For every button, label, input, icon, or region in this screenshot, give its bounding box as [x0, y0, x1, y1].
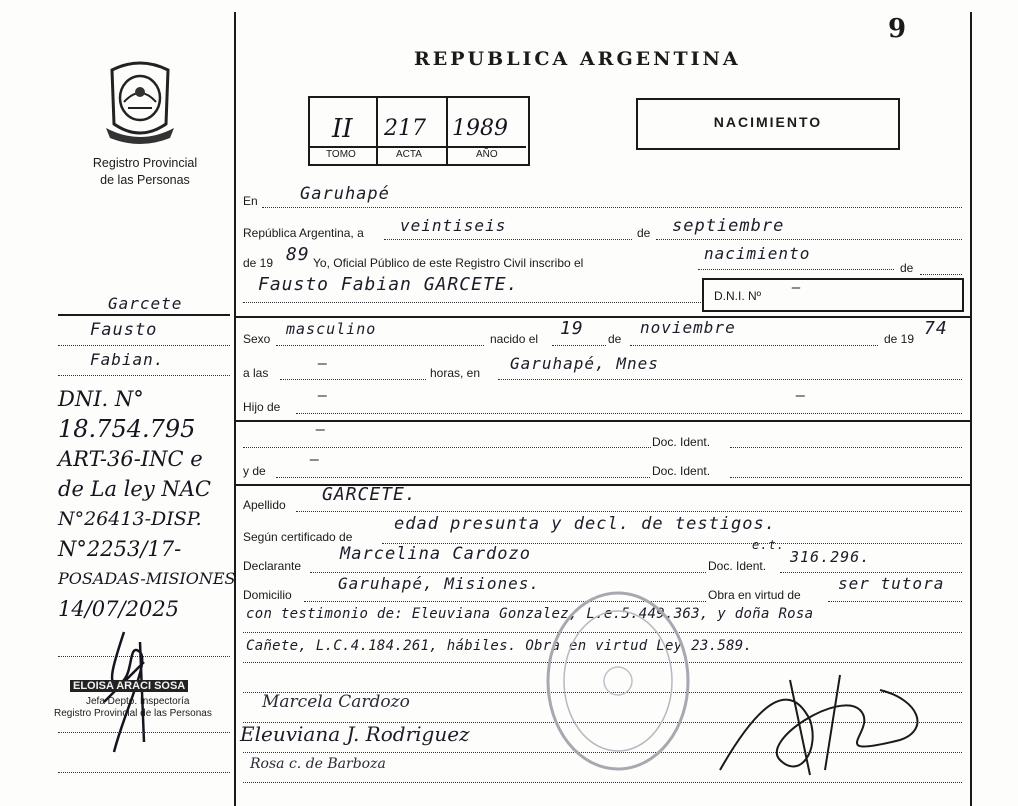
margin-line: DNI. N°	[58, 387, 144, 411]
margin-line: 14/07/2025	[58, 597, 180, 621]
hijo-value: —	[318, 386, 329, 404]
margin-rule	[58, 314, 230, 316]
registry-name-line2: de las Personas	[100, 173, 190, 187]
lugar-dotted-line	[498, 379, 962, 380]
nacido-dia: 19	[560, 318, 584, 339]
testimonio-line-1: con testimonio de: Eleuviana Gonzalez, L.e.5.449.363, y doña Rosa	[246, 606, 814, 622]
en-label: En	[243, 194, 258, 208]
record-box-divider	[376, 98, 378, 164]
anio-label: AÑO	[476, 149, 498, 160]
mes-value: septiembre	[672, 216, 785, 236]
doc2-dotted-line	[730, 477, 962, 478]
de-dotted-line	[920, 274, 962, 275]
nacido-dia-dotted-line	[552, 345, 606, 346]
official-signature-icon	[700, 660, 940, 790]
stamp-role-1: Jefa Depto. Inspectoría	[86, 696, 190, 707]
registry-name-line1: Registro Provincial	[92, 156, 198, 170]
right-column-rule	[970, 12, 972, 806]
acta-label: ACTA	[396, 149, 422, 160]
domicilio-label: Domicilio	[243, 588, 292, 602]
apellido-dotted-line	[296, 511, 962, 512]
y-de-label: y de	[243, 464, 266, 478]
firma-declarante: Marcela Cardozo	[262, 692, 410, 712]
stamp-role-2: Registro Provincial de las Personas	[54, 708, 212, 719]
nacido-mes-dotted-line	[630, 345, 878, 346]
stamp-name: ELOISA ARACI SOSA	[70, 680, 188, 692]
obra-label: Obra en virtud de	[708, 588, 801, 602]
declarante-doc-prefix: e.t.	[752, 538, 785, 552]
record-box-divider	[446, 98, 448, 164]
section-rule	[236, 316, 970, 318]
margin-dotted-line	[58, 772, 230, 773]
section-rule	[236, 420, 970, 422]
lugar-value: Garuhapé, Mnes	[510, 354, 659, 373]
margin-line: N°26413-DISP.	[58, 508, 202, 530]
doc1-value: —	[316, 420, 327, 438]
declarante-dotted-line	[310, 572, 706, 573]
margin-dotted-line	[58, 375, 230, 376]
hijo-value-2: —	[796, 386, 807, 404]
anio-prefix: de 19	[243, 256, 274, 270]
nombre-value: Fausto Fabian GARCETE.	[258, 274, 519, 295]
declarante-doc: 316.296.	[790, 548, 871, 566]
inscribo-value: nacimiento	[704, 244, 811, 263]
sexo-label: Sexo	[243, 332, 271, 346]
margin-line: POSADAS-MISIONES	[58, 569, 236, 588]
margin-nombre-1: Fausto	[90, 320, 158, 340]
oficial-text: Yo, Oficial Público de este Registro Civil inscribo el	[313, 256, 584, 270]
record-box-separator	[310, 146, 526, 148]
mes-dotted-line	[656, 239, 962, 240]
official-round-stamp-icon	[540, 586, 696, 776]
obra-dotted-line	[828, 601, 962, 602]
declarante-doc-dotted-line	[780, 572, 962, 573]
firma-testigo-1: Eleuviana J. Rodriguez	[240, 722, 470, 746]
registry-name	[60, 155, 230, 189]
apellido-label: Apellido	[243, 498, 286, 512]
margin-apellido: Garcete	[108, 294, 183, 313]
doc-ident-label-3: Doc. Ident.	[708, 559, 767, 573]
segun-label: Según certificado de	[243, 530, 353, 544]
margin-nombre-2: Fabian.	[90, 350, 165, 369]
firma-testigo-2: Rosa c. de Barboza	[250, 756, 386, 772]
doc1-name-dotted-line	[243, 447, 651, 448]
sexo-dotted-line	[276, 345, 484, 346]
dia-value: veintiseis	[400, 216, 507, 235]
a-las-value: —	[318, 354, 329, 372]
testimonio-line-2: Cañete, L.C.4.184.261, hábiles. Obra en virtud Ley 23.589.	[246, 638, 753, 654]
nacido-label: nacido el	[490, 332, 539, 346]
doc1-dotted-line	[730, 447, 962, 448]
margin-dotted-line	[58, 345, 230, 346]
hijo-dotted-line	[296, 413, 962, 414]
a-las-label: a las	[243, 366, 269, 380]
anio-value: 1989	[452, 116, 508, 141]
horas-label: horas, en	[430, 366, 481, 380]
margin-signature-icon	[84, 622, 174, 762]
de-label: de	[637, 226, 651, 240]
domicilio-value: Garuhapé, Misiones.	[338, 574, 541, 593]
segun-value: edad presunta y decl. de testigos.	[394, 514, 776, 534]
dni-label: D.N.I. Nº	[714, 289, 762, 303]
nacido-de-label: de	[608, 332, 622, 346]
republica-label: República Argentina, a	[243, 226, 364, 240]
margin-line: de La ley NAC	[58, 477, 211, 501]
provincial-seal-icon	[100, 54, 180, 146]
de-label-2: de	[900, 261, 914, 275]
acta-value: 217	[384, 116, 426, 141]
en-dotted-line	[262, 207, 962, 208]
sexo-value: masculino	[286, 320, 377, 338]
doc-ident-label: Doc. Ident.	[652, 435, 711, 449]
a-las-dotted-line	[280, 379, 426, 380]
nacido-anio-prefix: de 19	[884, 332, 915, 346]
obra-value: ser tutora	[838, 574, 945, 593]
declarante-label: Declarante	[243, 559, 302, 573]
margin-line: ART-36-INC e	[58, 447, 203, 471]
en-value: Garuhapé	[300, 184, 390, 204]
act-type-label: NACIMIENTO	[713, 114, 823, 130]
y-de-value: —	[310, 450, 321, 468]
dia-dotted-line	[384, 239, 632, 240]
y-de-dotted-line	[276, 477, 650, 478]
nacido-anio: 74	[924, 318, 948, 339]
apellido-value: GARCETE.	[322, 484, 417, 505]
margin-note-lines	[58, 384, 235, 624]
nacido-mes: noviembre	[640, 318, 736, 337]
tomo-label: TOMO	[326, 149, 356, 160]
inscribo-dotted-line	[698, 269, 894, 270]
anio-inscripcion-value: 89	[286, 244, 310, 265]
doc-ident-label-2: Doc. Ident.	[652, 464, 711, 478]
page-number: 9	[888, 14, 907, 44]
dni-value: —	[792, 280, 802, 296]
margin-line: N°2253/17-	[58, 537, 182, 561]
country-title: REPUBLICA ARGENTINA	[414, 48, 741, 70]
nombre-dotted-line	[243, 302, 701, 303]
hijo-label: Hijo de	[243, 400, 281, 414]
declarante-value: Marcelina Cardozo	[340, 544, 531, 564]
margin-dotted-line	[58, 732, 230, 733]
margin-line: 18.754.795	[58, 415, 196, 443]
tomo-value: II	[332, 114, 353, 144]
